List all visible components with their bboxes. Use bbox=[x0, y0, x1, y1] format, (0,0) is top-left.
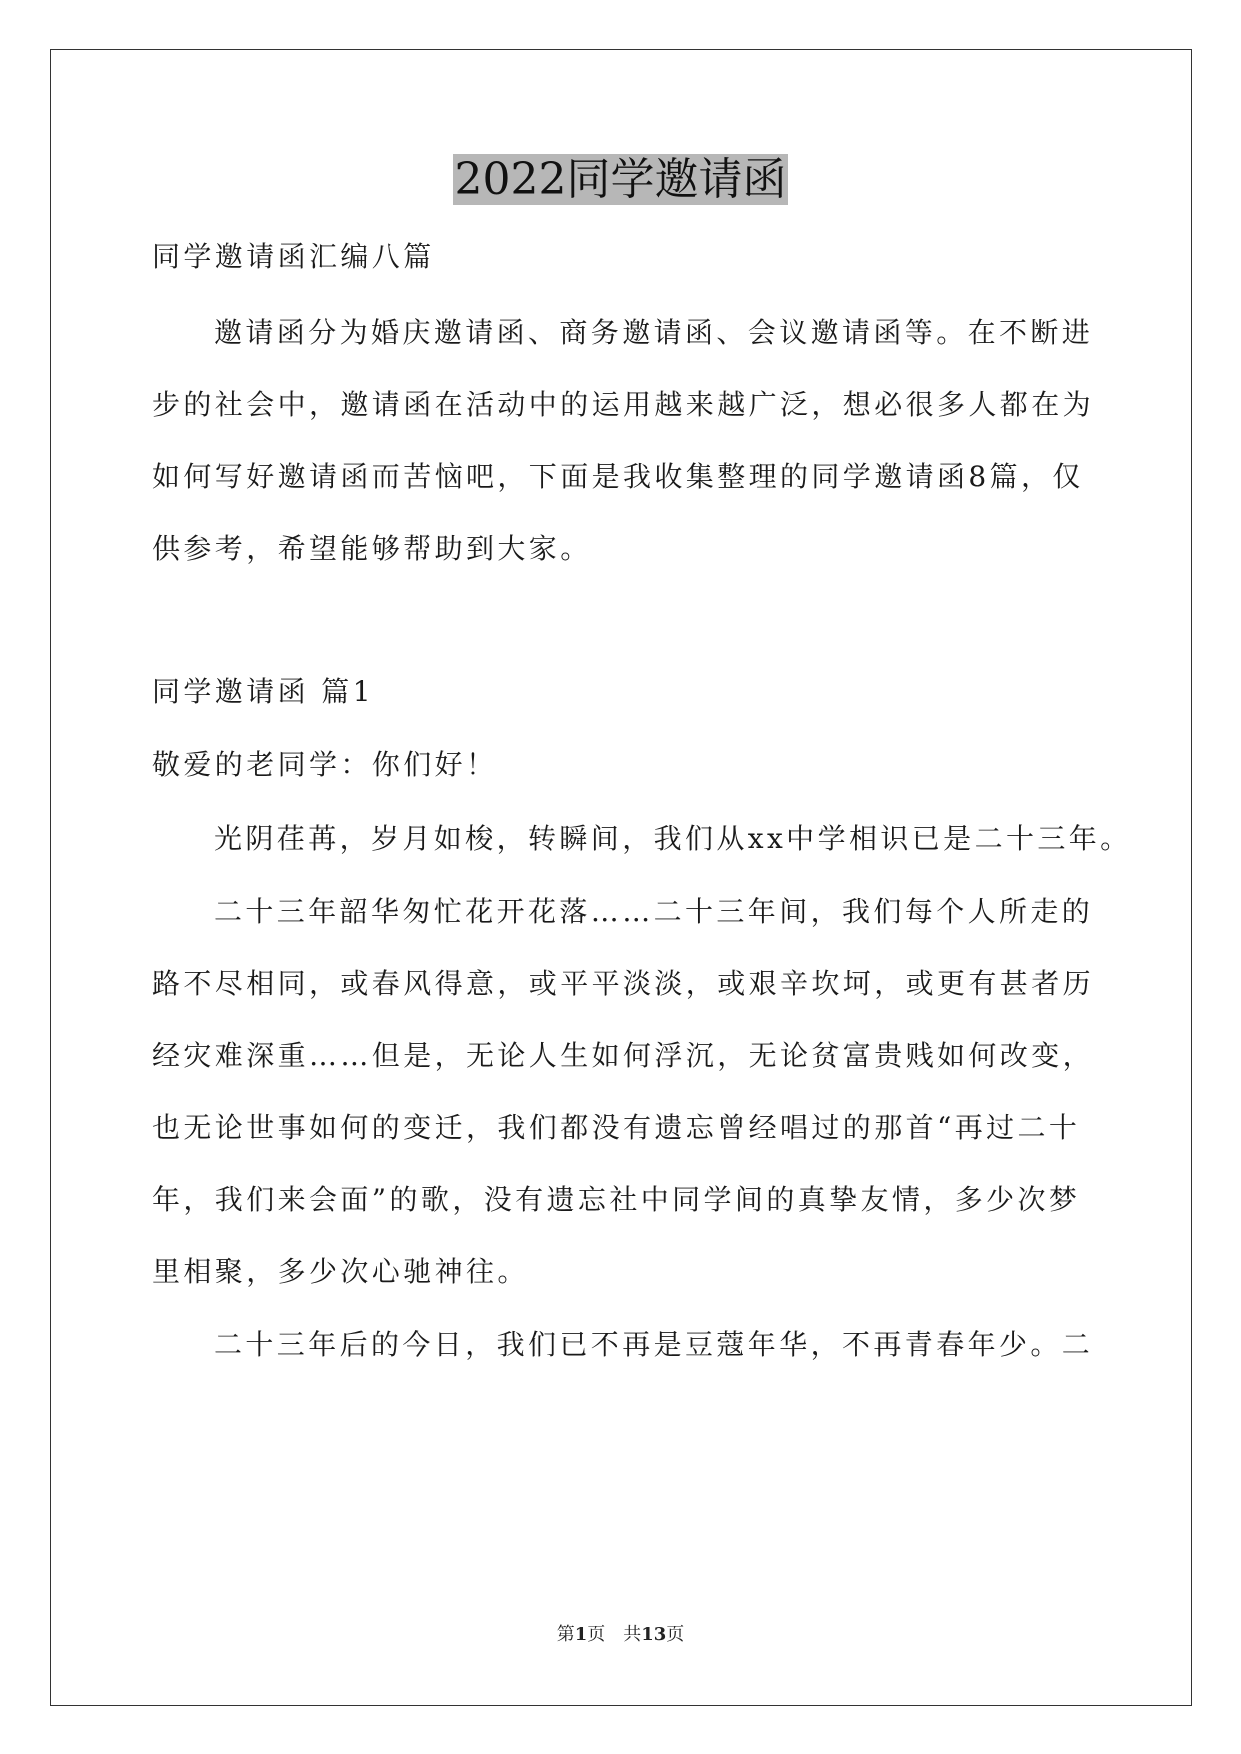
intro-line-2: 步的社会中，邀请函在活动中的运用越来越广泛，想必很多人都在为 bbox=[152, 388, 1095, 421]
body-line-1: 光阴荏苒，岁月如梭，转瞬间，我们从xx中学相识已是二十三年。 bbox=[214, 822, 1132, 855]
footer-total-pages: 13 bbox=[641, 1624, 667, 1645]
footer-middle: 页 共 bbox=[587, 1624, 642, 1645]
body-line-7: 里相聚，多少次心驰神往。 bbox=[152, 1255, 529, 1288]
footer-current-page: 1 bbox=[574, 1624, 588, 1645]
page-footer bbox=[0, 1622, 1241, 1648]
document-subtitle: 同学邀请函汇编八篇 bbox=[152, 240, 435, 273]
intro-line-4: 供参考，希望能够帮助到大家。 bbox=[152, 532, 592, 565]
body-line-6: 年，我们来会面”的歌，没有遗忘社中同学间的真挚友情，多少次梦 bbox=[152, 1183, 1081, 1216]
intro-line-1: 邀请函分为婚庆邀请函、商务邀请函、会议邀请函等。在不断进 bbox=[214, 316, 1094, 349]
body-line-2: 二十三年韶华匆忙花开花落……二十三年间，我们每个人所走的 bbox=[214, 895, 1094, 928]
page-border bbox=[50, 49, 1192, 1706]
document-title-text: 2022同学邀请函 bbox=[454, 154, 787, 205]
footer-prefix: 第 bbox=[556, 1624, 575, 1645]
footer-suffix: 页 bbox=[666, 1624, 685, 1645]
intro-line-3: 如何写好邀请函而苦恼吧，下面是我收集整理的同学邀请函8篇，仅 bbox=[152, 460, 1084, 493]
body-line-4: 经灾难深重……但是，无论人生如何浮沉，无论贫富贵贱如何改变， bbox=[152, 1039, 1095, 1072]
section-heading: 同学邀请函 篇1 bbox=[152, 675, 374, 708]
document-title bbox=[0, 150, 1241, 210]
body-line-5: 也无论世事如何的变迁，我们都没有遗忘曾经唱过的那首“再过二十 bbox=[152, 1111, 1081, 1144]
body-line-3: 路不尽相同，或春风得意，或平平淡淡，或艰辛坎坷，或更有甚者历 bbox=[152, 967, 1095, 1000]
body-line-8: 二十三年后的今日，我们已不再是豆蔻年华，不再青春年少。二 bbox=[214, 1328, 1094, 1361]
salutation: 敬爱的老同学：你们好！ bbox=[152, 748, 498, 781]
